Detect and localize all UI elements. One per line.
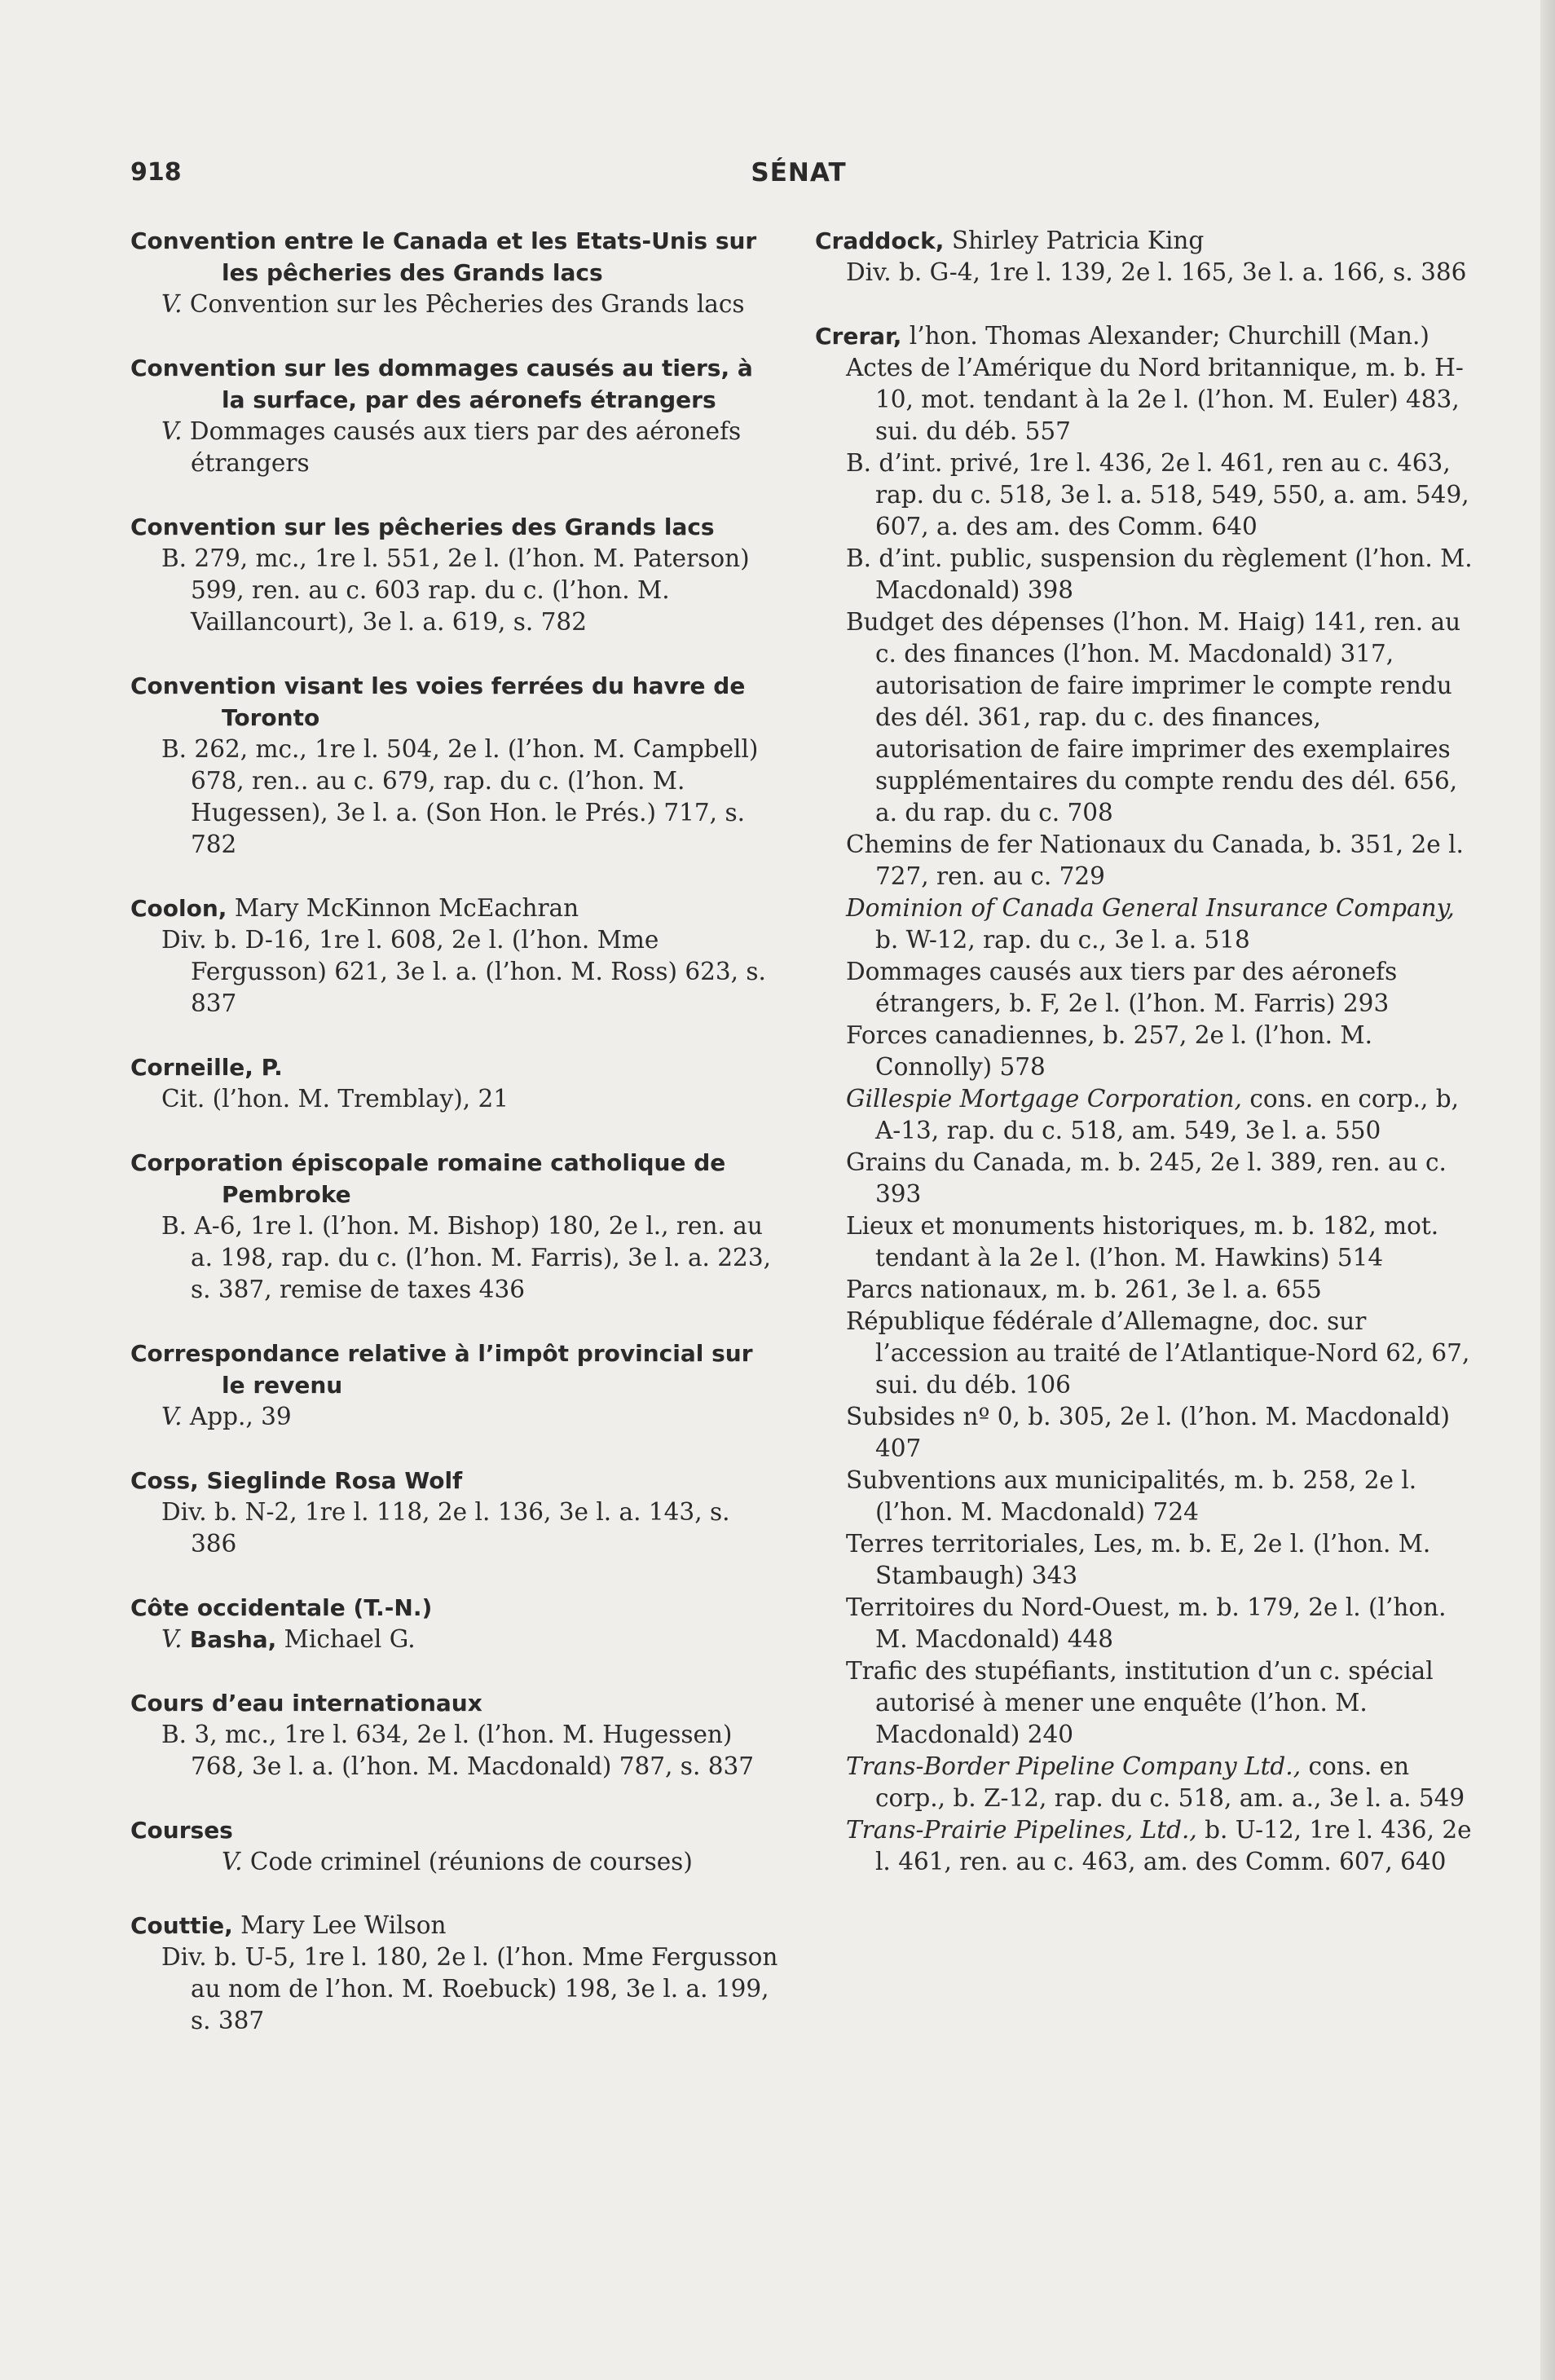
sub-entry (130, 289, 782, 320)
running-head: SÉNAT (751, 158, 847, 187)
see-reference: V. (161, 1625, 183, 1653)
index-entry (130, 225, 782, 320)
entry-heading-bold: Coss, Sieglinde Rosa Wolf (130, 1467, 463, 1494)
sub-entry (815, 1147, 1474, 1210)
sub-entry-text: République fédérale d’Allemagne, doc. sur l’accession au traité de l’Atlantique-Nord 62, 67, sui. du déb. 106 (846, 1307, 1470, 1399)
sub-entry-text: Div. b. D-16, 1re l. 608, 2e l. (l’hon. Mme Fergusson) 621, 3e l. a. (l’hon. M. Ross) 623, s. 837 (161, 926, 766, 1017)
entry-heading (130, 352, 782, 416)
sub-entry (815, 447, 1474, 543)
sub-entry-text: Convention sur les Pêcheries des Grands lacs (189, 290, 745, 318)
sub-entry (130, 1496, 782, 1560)
index-entry (130, 892, 782, 1020)
entry-heading (130, 1465, 782, 1496)
index-entry (130, 1814, 782, 1878)
entry-heading-bold: Convention entre le Canada et les Etats-Unis sur les pêcheries des Grands lacs (130, 227, 757, 286)
sub-entry (815, 1528, 1474, 1592)
sub-entry (815, 1306, 1474, 1401)
page-edge (1540, 0, 1555, 2380)
sub-entry-text: Div. b. U-5, 1re l. 180, 2e l. (l’hon. Mme Fergusson au nom de l’hon. M. Roebuck) 198, 3e l. a. 199, s. 387 (161, 1943, 778, 2034)
sub-entry-text: Grains du Canada, m. b. 245, 2e l. 389, ren. au c. 393 (846, 1148, 1447, 1208)
sub-entry (815, 829, 1474, 892)
sub-entry (815, 892, 1474, 956)
entry-heading-rest: l’hon. Thomas Alexander; Churchill (Man.) (901, 322, 1429, 350)
entry-heading (815, 225, 1474, 257)
sub-entry (130, 924, 782, 1020)
entry-heading-bold: Corporation épiscopale romaine catholique de Pembroke (130, 1149, 726, 1208)
sub-entry (815, 1814, 1474, 1878)
sub-entry (815, 257, 1474, 289)
entry-heading-bold: Corneille, P. (130, 1054, 283, 1081)
index-entry (130, 1338, 782, 1433)
entry-heading (130, 1338, 782, 1401)
bill-name: Gillespie Mortgage Corporation, (846, 1085, 1242, 1113)
sub-entry-text: B. 262, mc., 1re l. 504, 2e l. (l’hon. M. Campbell) 678, ren.. au c. 679, rap. du c. (l’hon. M. Hugessen), 3e l. a. (Son Hon. le Prés.) 717, s. 782 (161, 735, 759, 858)
sub-entry (815, 352, 1474, 447)
entry-heading (130, 511, 782, 543)
sub-entry (130, 543, 782, 638)
entry-heading (130, 670, 782, 734)
sub-entry-text: B. d’int. privé, 1re l. 436, 2e l. 461, ren au c. 463, rap. du c. 518, 3e l. a. 518, 549, 550, a. am. 549, 607, a. des am. des Comm. 640 (846, 449, 1469, 540)
entry-heading (130, 1147, 782, 1210)
entry-heading-rest: Mary McKinnon McEachran (227, 894, 579, 922)
index-entry (815, 320, 1474, 1878)
sub-entry-text: cons. en corp., b. Z-12, rap. du c. 518, am. a., 3e l. a. 549 (875, 1752, 1465, 1812)
entry-heading-bold: Craddock, (815, 227, 945, 254)
entry-heading (130, 1687, 782, 1719)
index-entry (130, 511, 782, 638)
sub-entry-text: Div. b. G-4, 1re l. 139, 2e l. 165, 3e l. a. 166, s. 386 (846, 258, 1467, 286)
index-entry (130, 1051, 782, 1115)
sub-entry-text: Subsides nº 0, b. 305, 2e l. (l’hon. M. Macdonald) 407 (846, 1403, 1450, 1462)
sub-entry (130, 1624, 782, 1655)
entry-heading-bold: Coolon, (130, 895, 227, 922)
index-entry (130, 1687, 782, 1783)
sub-entry (815, 1592, 1474, 1655)
sub-entry-text: Lieux et monuments historiques, m. b. 182, mot. tendant à la 2e l. (l’hon. M. Hawkins) 514 (846, 1212, 1439, 1272)
sub-entry (815, 1465, 1474, 1528)
sub-entry (815, 1210, 1474, 1274)
sub-entry-text: B. d’int. public, suspension du règlement (l’hon. M. Macdonald) 398 (846, 544, 1473, 604)
entry-heading (130, 1910, 782, 1941)
entry-heading (130, 225, 782, 289)
entry-heading-bold: Côte occidentale (T.-N.) (130, 1594, 433, 1621)
sub-entry-text: Parcs nationaux, m. b. 261, 3e l. a. 655 (846, 1276, 1322, 1303)
entry-heading-bold: Couttie, (130, 1912, 233, 1939)
sub-entry-text: Budget des dépenses (l’hon. M. Haig) 141, ren. au c. des finances (l’hon. M. Macdonald) 317, autorisation de faire imprimer le compte rendu des dél. 361, rap. du c. des finances, autorisation de faire imprimer des exemplaires supplémentaires du compte rendu des dél. 656, a. du rap. du c. 708 (846, 608, 1461, 826)
sub-entry-text: B. 279, mc., 1re l. 551, 2e l. (l’hon. M. Paterson) 599, ren. au c. 603 rap. du c. (l’hon. M. Vaillancourt), 3e l. a. 619, s. 782 (161, 544, 750, 636)
sub-entry (815, 1655, 1474, 1751)
sub-entry (130, 1719, 782, 1783)
see-reference: V. (222, 1848, 243, 1875)
sub-entry (815, 1020, 1474, 1083)
entry-heading-bold: Convention sur les dommages causés au tiers, à la surface, par des aéronefs étrangers (130, 355, 753, 413)
sub-entry-text: Chemins de fer Nationaux du Canada, b. 351, 2e l. 727, ren. au c. 729 (846, 831, 1464, 890)
sub-entry-text: Dommages causés aux tiers par des aéronefs étrangers (189, 417, 742, 477)
reference-name: Basha, (189, 1626, 277, 1653)
entry-heading-bold: Crerar, (815, 323, 902, 350)
right-column (815, 225, 1474, 1910)
sub-entry-text: Trafic des stupéfiants, institution d’un c. spécial autorisé à mener une enquête (l’hon. M. Macdonald) 240 (846, 1657, 1434, 1748)
sub-entry-text: Territoires du Nord-Ouest, m. b. 179, 2e l. (l’hon. M. Macdonald) 448 (846, 1593, 1447, 1653)
entry-heading-bold: Correspondance relative à l’impôt provincial sur le revenu (130, 1340, 753, 1399)
index-entry (130, 352, 782, 479)
page-number: 918 (130, 158, 182, 187)
index-entry (130, 670, 782, 861)
sub-entry (130, 1083, 782, 1115)
sub-entry (815, 1401, 1474, 1465)
entry-heading (130, 892, 782, 924)
sub-entry (130, 416, 782, 479)
sub-entry-text: Michael G. (276, 1625, 416, 1653)
sub-entry-text: App., 39 (189, 1403, 292, 1430)
sub-entry-text: B. 3, mc., 1re l. 634, 2e l. (l’hon. M. Hugessen) 768, 3e l. a. (l’hon. M. Macdonald) 787, s. 837 (161, 1721, 755, 1780)
page-header (130, 158, 1467, 199)
index-entry (130, 1465, 782, 1560)
bill-name: Trans-Border Pipeline Company Ltd., (846, 1752, 1302, 1780)
sub-entry (130, 1210, 782, 1306)
sub-entry (815, 1274, 1474, 1306)
bill-name: Dominion of Canada General Insurance Company, (846, 894, 1455, 922)
see-reference: V. (161, 417, 183, 445)
sub-entry (815, 1083, 1474, 1147)
sub-entry-text: Terres territoriales, Les, m. b. E, 2e l. (l’hon. M. Stambaugh) 343 (846, 1530, 1431, 1589)
sub-entry (130, 1401, 782, 1433)
sub-entry-text: Cit. (l’hon. M. Tremblay), 21 (161, 1085, 509, 1113)
see-reference: V. (161, 290, 183, 318)
sub-entry-text: Dommages causés aux tiers par des aéronefs étrangers, b. F, 2e l. (l’hon. M. Farris) 293 (846, 958, 1398, 1017)
entry-heading-rest: Shirley Patricia King (944, 227, 1205, 254)
left-column (130, 225, 782, 2069)
sub-entry (815, 543, 1474, 606)
sub-entry-text: cons. en corp., b, A-13, rap. du c. 518, am. 549, 3e l. a. 550 (875, 1085, 1459, 1144)
sub-entry (130, 1941, 782, 2037)
sub-entry-text: Actes de l’Amérique du Nord britannique, m. b. H-10, mot. tendant à la 2e l. (l’hon. M. Euler) 483, sui. du déb. 557 (846, 354, 1464, 445)
entry-heading (130, 1592, 782, 1624)
entry-heading (130, 1051, 782, 1083)
see-reference: V. (161, 1403, 183, 1430)
sub-entry (815, 1751, 1474, 1814)
sub-entry-text: Forces canadiennes, b. 257, 2e l. (l’hon. M. Connolly) 578 (846, 1021, 1372, 1081)
entry-heading (130, 1814, 782, 1846)
entry-heading-bold: Cours d’eau internationaux (130, 1690, 482, 1717)
sub-entry (815, 606, 1474, 829)
bill-name: Trans-Prairie Pipelines, Ltd., (846, 1816, 1197, 1844)
sub-entry (815, 956, 1474, 1020)
entry-heading-bold: Courses (130, 1817, 233, 1844)
sub-entry-text: b. W-12, rap. du c., 3e l. a. 518 (875, 926, 1250, 954)
entry-heading-rest: Mary Lee Wilson (232, 1911, 447, 1939)
sub-entry-text: Code criminel (réunions de courses) (249, 1848, 693, 1875)
index-entry (130, 1910, 782, 2037)
sub-entry (130, 734, 782, 861)
sub-entry-text: B. A-6, 1re l. (l’hon. M. Bishop) 180, 2e l., ren. au a. 198, rap. du c. (l’hon. M. Farris), 3e l. a. 223, s. 387, remise de taxes 436 (161, 1212, 771, 1303)
sub-entry-text: b. U-12, 1re l. 436, 2e l. 461, ren. au c. 463, am. des Comm. 607, 640 (875, 1816, 1472, 1875)
sub-entry-text: Div. b. N-2, 1re l. 118, 2e l. 136, 3e l. a. 143, s. 386 (161, 1498, 730, 1558)
sub-entry (130, 1846, 782, 1878)
entry-heading (815, 320, 1474, 352)
entry-heading-bold: Convention sur les pêcheries des Grands lacs (130, 513, 715, 540)
sub-entry-text: Subventions aux municipalités, m. b. 258, 2e l. (l’hon. M. Macdonald) 724 (846, 1466, 1417, 1526)
entry-heading-bold: Convention visant les voies ferrées du havre de Toronto (130, 672, 746, 731)
index-entry (815, 225, 1474, 289)
index-entry (130, 1592, 782, 1655)
index-entry (130, 1147, 782, 1306)
